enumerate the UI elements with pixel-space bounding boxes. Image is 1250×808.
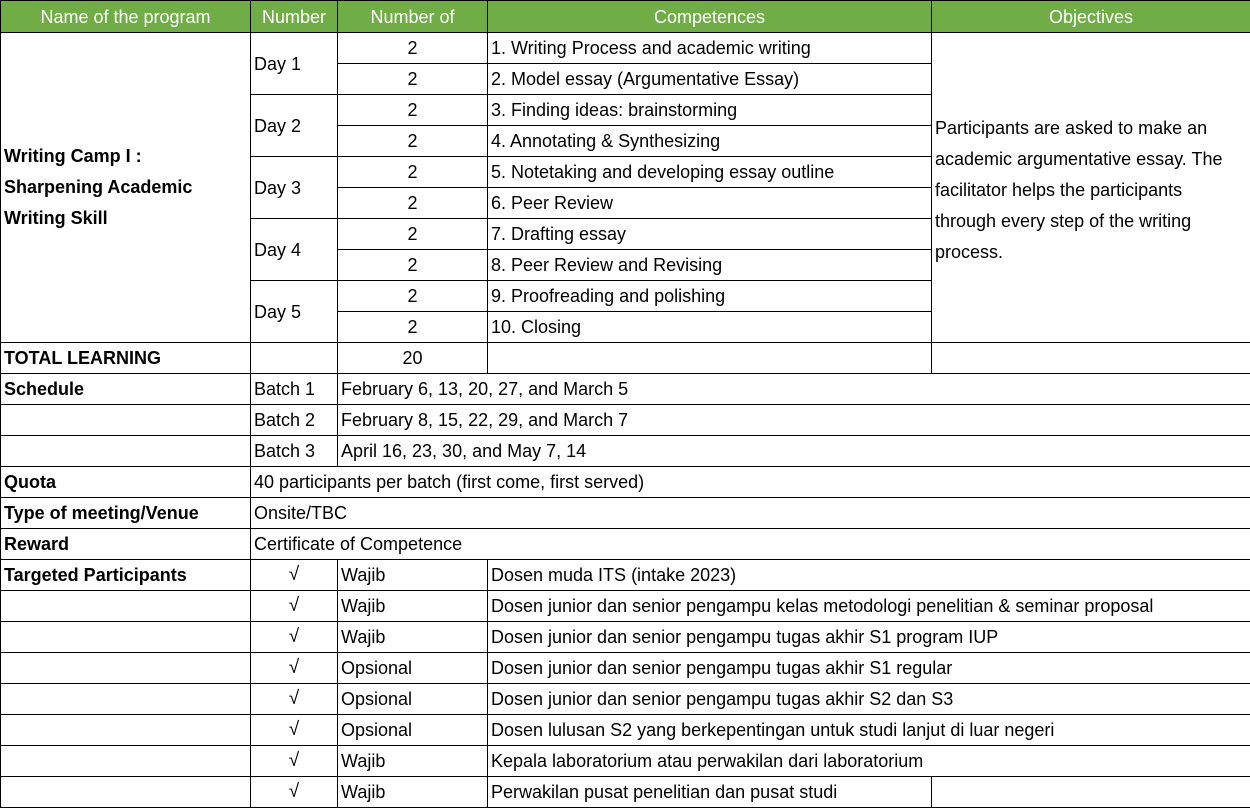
reward-value: Certificate of Competence (251, 529, 1250, 560)
header-program-name: Name of the program (1, 1, 251, 33)
objective-cell: Participants are asked to make an academic argumentative essay. The facilitator helps the participants through every step of the writing process. (932, 33, 1250, 343)
target-row (1, 777, 1250, 808)
empty-cell (1, 777, 251, 808)
empty-cell (1, 622, 251, 653)
header-row (1, 1, 1250, 33)
schedule-row (1, 405, 1250, 436)
total-value: 20 (338, 343, 488, 374)
session-hours: 2 (338, 219, 488, 250)
target-row (1, 684, 1250, 715)
target-row (1, 715, 1250, 746)
session-hours: 2 (338, 95, 488, 126)
empty-cell (1, 405, 251, 436)
day-label: Day 1 (251, 33, 338, 95)
check-icon: √ (251, 622, 338, 653)
empty-cell (1, 653, 251, 684)
quota-value: 40 participants per batch (first come, first served) (251, 467, 1250, 498)
total-row (1, 343, 1250, 374)
session-competence: 7. Drafting essay (488, 219, 932, 250)
batch-label: Batch 2 (251, 405, 338, 436)
program-name-line2: Sharpening Academic (4, 172, 247, 203)
total-label: TOTAL LEARNING (1, 343, 251, 374)
target-desc: Dosen junior dan senior pengampu kelas metodologi penelitian & seminar proposal (488, 591, 1250, 622)
target-desc: Dosen muda ITS (intake 2023) (488, 560, 932, 591)
target-type: Opsional (338, 715, 488, 746)
schedule-label: Schedule (1, 374, 251, 405)
empty-cell (1, 684, 251, 715)
check-icon: √ (251, 653, 338, 684)
program-name-line3: Writing Skill (4, 203, 247, 234)
target-type: Opsional (338, 684, 488, 715)
header-objectives: Objectives (932, 1, 1250, 33)
session-competence: 3. Finding ideas: brainstorming (488, 95, 932, 126)
session-hours: 2 (338, 126, 488, 157)
empty-cell (932, 343, 1250, 374)
empty-cell (1, 715, 251, 746)
target-desc: Dosen junior dan senior pengampu tugas akhir S2 dan S3 (488, 684, 1250, 715)
target-type: Opsional (338, 653, 488, 684)
empty-cell (488, 343, 932, 374)
target-row (1, 653, 1250, 684)
empty-cell (251, 343, 338, 374)
check-icon: √ (251, 746, 338, 777)
schedule-row (1, 374, 1250, 405)
session-hours: 2 (338, 250, 488, 281)
session-hours: 2 (338, 281, 488, 312)
session-competence: 5. Notetaking and developing essay outline (488, 157, 932, 188)
program-name-line1: Writing Camp I : (4, 141, 247, 172)
session-competence: 10. Closing (488, 312, 932, 343)
check-icon: √ (251, 560, 338, 591)
venue-row (1, 498, 1250, 529)
target-row (1, 560, 1250, 591)
target-type: Wajib (338, 591, 488, 622)
empty-cell (1, 746, 251, 777)
target-row (1, 622, 1250, 653)
target-desc: Kepala laboratorium atau perwakilan dari laboratorium (488, 746, 1250, 777)
check-icon: √ (251, 777, 338, 808)
header-number: Number (251, 1, 338, 33)
batch-dates: February 8, 15, 22, 29, and March 7 (338, 405, 1250, 436)
program-name-cell (1, 33, 251, 343)
target-type: Wajib (338, 777, 488, 808)
targets-label: Targeted Participants (1, 560, 251, 591)
session-hours: 2 (338, 64, 488, 95)
empty-cell (932, 777, 1250, 808)
header-number-of: Number of (338, 1, 488, 33)
schedule-row (1, 436, 1250, 467)
empty-cell (1, 436, 251, 467)
check-icon: √ (251, 591, 338, 622)
batch-label: Batch 3 (251, 436, 338, 467)
session-competence: 1. Writing Process and academic writing (488, 33, 932, 64)
target-type: Wajib (338, 746, 488, 777)
session-row (1, 33, 1250, 64)
empty-cell (1, 591, 251, 622)
batch-dates: February 6, 13, 20, 27, and March 5 (338, 374, 1250, 405)
venue-label: Type of meeting/Venue (1, 498, 251, 529)
session-competence: 4. Annotating & Synthesizing (488, 126, 932, 157)
venue-value: Onsite/TBC (251, 498, 1250, 529)
target-desc: Dosen junior dan senior pengampu tugas akhir S1 program IUP (488, 622, 1250, 653)
check-icon: √ (251, 684, 338, 715)
target-row (1, 746, 1250, 777)
target-desc: Perwakilan pusat penelitian dan pusat studi (488, 777, 932, 808)
quota-row (1, 467, 1250, 498)
session-competence: 6. Peer Review (488, 188, 932, 219)
target-desc: Dosen junior dan senior pengampu tugas akhir S1 regular (488, 653, 1250, 684)
session-competence: 9. Proofreading and polishing (488, 281, 932, 312)
target-row (1, 591, 1250, 622)
day-label: Day 3 (251, 157, 338, 219)
check-icon: √ (251, 715, 338, 746)
reward-row (1, 529, 1250, 560)
batch-dates: April 16, 23, 30, and May 7, 14 (338, 436, 1250, 467)
day-label: Day 5 (251, 281, 338, 343)
session-hours: 2 (338, 157, 488, 188)
empty-cell (932, 560, 1250, 591)
session-hours: 2 (338, 188, 488, 219)
session-hours: 2 (338, 33, 488, 64)
session-competence: 8. Peer Review and Revising (488, 250, 932, 281)
batch-label: Batch 1 (251, 374, 338, 405)
target-type: Wajib (338, 622, 488, 653)
session-competence: 2. Model essay (Argumentative Essay) (488, 64, 932, 95)
day-label: Day 2 (251, 95, 338, 157)
target-type: Wajib (338, 560, 488, 591)
day-label: Day 4 (251, 219, 338, 281)
session-hours: 2 (338, 312, 488, 343)
header-competences: Competences (488, 1, 932, 33)
target-desc: Dosen lulusan S2 yang berkepentingan untuk studi lanjut di luar negeri (488, 715, 1250, 746)
quota-label: Quota (1, 467, 251, 498)
reward-label: Reward (1, 529, 251, 560)
